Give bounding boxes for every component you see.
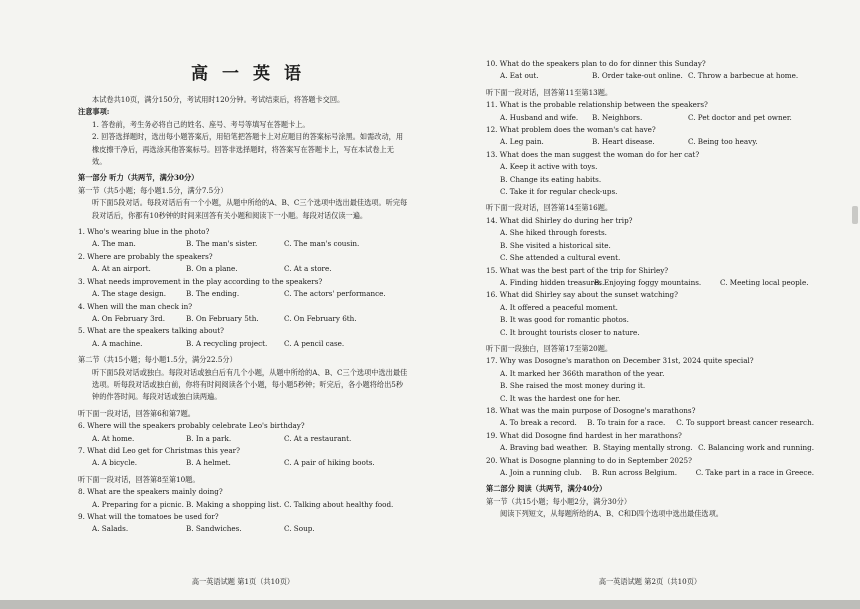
question-4: 4. When will the man check in? bbox=[78, 301, 193, 311]
option-a: A. Preparing for a picnic. bbox=[92, 499, 184, 509]
question-12-options bbox=[486, 136, 814, 148]
question-19-options bbox=[486, 442, 814, 454]
question-10: 10. What do the speakers plan to do for dinner this Sunday? bbox=[486, 59, 706, 68]
question-11-options bbox=[486, 112, 814, 124]
option-b: B. In a park. bbox=[186, 433, 232, 443]
option-a: A. At home. bbox=[92, 433, 135, 443]
page-1-footer: 高一英语试题 第1页（共10页） bbox=[191, 576, 295, 586]
question-19: 19. What did Dosogne find hardest in her marathons? bbox=[486, 430, 682, 440]
scan-edge bbox=[0, 600, 860, 609]
option-a: A. The stage design. bbox=[92, 289, 167, 299]
question-18-options bbox=[486, 417, 814, 429]
page-2 bbox=[486, 0, 814, 600]
dialogue-11-13-heading: 听下面一段对话，回答第11至第13题。 bbox=[486, 87, 613, 97]
option-a: A. Join a running club. bbox=[500, 468, 582, 477]
section-2-heading: 第二节（共15小题；每小题1.5分，满分22.5分） bbox=[78, 355, 237, 365]
option-a: A. She hiked through forests. bbox=[500, 228, 607, 238]
option-c: C. Throw a barbecue at home. bbox=[688, 71, 799, 81]
option-b: B. The ending. bbox=[186, 289, 240, 299]
option-b: B. It was good for romantic photos. bbox=[500, 315, 629, 325]
option-b: B. Change its eating habits. bbox=[500, 174, 602, 184]
option-c: C. A pencil case. bbox=[284, 338, 345, 348]
option-a: A. Salads. bbox=[92, 524, 129, 534]
question-20: 20. What is Dosogne planning to do in September 2025? bbox=[486, 455, 692, 465]
question-5: 5. What are the speakers talking about? bbox=[78, 326, 225, 336]
option-b: B. Order take-out online. bbox=[592, 71, 683, 81]
option-b: B. Neighbors. bbox=[592, 112, 643, 122]
option-b: B. Enjoying foggy mountains. bbox=[594, 277, 702, 287]
question-14: 14. What did Shirley do during her trip? bbox=[486, 215, 633, 225]
option-c: C. The actors' performance. bbox=[284, 289, 386, 299]
option-b: B. Sandwiches. bbox=[186, 524, 242, 534]
option-b: B. Heart disease. bbox=[592, 137, 655, 147]
option-a: A. To break a record. bbox=[500, 418, 577, 428]
option-b: B. A recycling project. bbox=[186, 338, 268, 348]
question-15-options bbox=[486, 277, 814, 289]
option-c: C. Pet doctor and pet owner. bbox=[688, 112, 792, 122]
option-a: A. A bicycle. bbox=[92, 458, 138, 468]
question-12: 12. What problem does the woman's cat have? bbox=[486, 125, 656, 135]
question-18: 18. What was the main purpose of Dosogne's marathons? bbox=[486, 405, 696, 415]
question-16: 16. What did Shirley say about the sunset watching? bbox=[486, 290, 678, 300]
option-b: B. Run across Belgium. bbox=[592, 468, 678, 477]
section-1-directions: 听下面5段对话。每段对话后有一个小题，从题中所给的A、B、C三个选项中选出最佳选项。听完每段对话后，你都有10秒钟的时间来回答有关小题和阅读下一小题。每段对话仅读一遍。 bbox=[92, 198, 408, 220]
option-c: C. Talking about healthy food. bbox=[284, 499, 394, 509]
option-c: C. Take part in a race in Greece. bbox=[695, 468, 814, 477]
page-1 bbox=[78, 0, 408, 600]
option-a: A. Husband and wife. bbox=[500, 112, 579, 122]
option-c: C. It was the hardest one for her. bbox=[500, 393, 621, 403]
question-2-options bbox=[78, 263, 408, 275]
option-a: A. Keep it active with toys. bbox=[500, 162, 598, 172]
question-2: 2. Where are probably the speakers? bbox=[78, 251, 213, 261]
reading-directions: 阅读下列短文，从每题所给的A、B、C和D四个选项中选出最佳选项。 bbox=[500, 509, 723, 519]
option-c: C. A pair of hiking boots. bbox=[284, 458, 375, 468]
scan-artifact bbox=[852, 206, 858, 224]
reading-section-1-heading: 第一节（共15小题；每小题2分，满分30分） bbox=[486, 496, 632, 506]
option-c: C. The man's cousin. bbox=[284, 239, 360, 249]
option-b: B. The man's sister. bbox=[186, 239, 258, 249]
option-a: A. Finding hidden treasures. bbox=[500, 277, 605, 287]
option-a: A. At an airport. bbox=[92, 264, 151, 274]
option-b: B. Making a shopping list. bbox=[186, 499, 282, 509]
question-17: 17. Why was Dosogne's marathon on December 31st, 2024 quite special? bbox=[486, 356, 754, 366]
option-c: C. At a store. bbox=[284, 264, 332, 274]
question-9: 9. What will the tomatoes be used for? bbox=[78, 512, 219, 521]
question-15: 15. What was the best part of the trip for Shirley? bbox=[486, 265, 669, 275]
option-b: B. She raised the most money during it. bbox=[500, 381, 646, 391]
option-c: C. On February 6th. bbox=[284, 313, 357, 323]
option-c: C. At a restaurant. bbox=[284, 433, 352, 443]
option-c: C. Meeting local people. bbox=[720, 277, 809, 287]
part-1-heading: 第一部分 听力（共两节，满分30分） bbox=[78, 173, 199, 183]
question-11: 11. What is the probable relationship between the speakers? bbox=[486, 100, 708, 110]
question-1: 1. Who's wearing blue in the photo? bbox=[78, 227, 210, 237]
question-3-options bbox=[78, 288, 408, 300]
question-8-options bbox=[78, 499, 408, 511]
dialogue-6-7-heading: 听下面一段对话，回答第6和第7题。 bbox=[78, 408, 195, 418]
option-c: C. Take it for regular check-ups. bbox=[500, 187, 618, 197]
question-9-options bbox=[78, 523, 408, 535]
notice-2: 2. 回答选择题时，选出每小题答案后，用铅笔把答题卡上对应题目的答案标号涂黑。如需改动，用橡皮擦干净后，再选涂其他答案标号。回答非选择题时，将答案写在答题卡上，写在本试卷上无效。 bbox=[92, 132, 404, 167]
notice-heading: 注意事项: bbox=[78, 107, 110, 117]
question-7-options bbox=[78, 457, 408, 469]
option-c: C. Balancing work and running. bbox=[698, 443, 814, 453]
option-c: C. It brought tourists closer to nature. bbox=[500, 327, 640, 337]
option-c: C. She attended a cultural event. bbox=[500, 253, 621, 263]
page-2-footer: 高一英语试题 第2页（共10页） bbox=[598, 576, 702, 586]
option-a: A. It marked her 366th marathon of the year. bbox=[500, 368, 665, 378]
question-20-options bbox=[486, 467, 814, 479]
option-a: A. On February 3rd. bbox=[92, 313, 166, 323]
question-6: 6. Where will the speakers probably celebrate Leo's birthday? bbox=[78, 421, 305, 431]
option-b: B. To train for a race. bbox=[587, 418, 666, 428]
question-8: 8. What are the speakers mainly doing? bbox=[78, 487, 223, 497]
option-b: B. On February 5th. bbox=[186, 313, 259, 323]
exam-info: 本试卷共10页，满分150分，考试用时120分钟。考试结束后，将答题卡交回。 bbox=[92, 95, 345, 104]
question-4-options bbox=[78, 313, 408, 325]
monologue-17-20-heading: 听下面一段独白，回答第17至第20题。 bbox=[486, 343, 613, 353]
question-7: 7. What did Leo get for Christmas this year? bbox=[78, 445, 240, 455]
option-a: A. Leg pain. bbox=[500, 137, 544, 147]
question-10-options bbox=[486, 70, 814, 82]
option-a: A. The man. bbox=[92, 239, 136, 249]
option-b: B. She visited a historical site. bbox=[500, 240, 611, 250]
option-b: B. On a plane. bbox=[186, 264, 238, 274]
option-c: C. To support breast cancer research. bbox=[676, 418, 814, 428]
option-a: A. Eat out. bbox=[500, 71, 539, 81]
question-6-options bbox=[78, 433, 408, 445]
question-1-options bbox=[78, 238, 408, 250]
section-1-heading: 第一节（共5小题；每小题1.5分，满分7.5分） bbox=[78, 185, 228, 195]
section-2-directions: 听下面5段对话或独白。每段对话或独白后有几个小题，从题中所给的A、B、C三个选项中选出最佳选项。听每段对话或独白前，你将有时间阅读各个小题，每小题5秒钟；听完后，各小题将给出5秒钟的作答时间。每段对话或独白读两遍。 bbox=[92, 367, 408, 402]
dialogue-8-10-heading: 听下面一段对话，回答第8至第10题。 bbox=[78, 474, 200, 484]
notice-1: 1. 答卷前，考生务必将自己的姓名、座号、考号等填写在答题卡上。 bbox=[92, 119, 310, 129]
option-a: A. Braving bad weather. bbox=[500, 443, 588, 453]
option-b: B. A helmet. bbox=[186, 458, 231, 468]
option-c: C. Being too heavy. bbox=[688, 137, 758, 147]
option-b: B. Staying mentally strong. bbox=[593, 443, 693, 453]
question-5-options bbox=[78, 338, 408, 350]
question-13: 13. What does the man suggest the woman do for her cat? bbox=[486, 149, 700, 159]
part-2-heading: 第二部分 阅读（共两节，满分40分） bbox=[486, 484, 607, 494]
option-a: A. It offered a peaceful moment. bbox=[500, 302, 618, 312]
option-c: C. Soup. bbox=[284, 524, 315, 534]
option-a: A. A machine. bbox=[92, 338, 143, 348]
exam-title: 高一英语 bbox=[191, 64, 315, 84]
question-3: 3. What needs improvement in the play according to the speakers? bbox=[78, 276, 323, 286]
dialogue-14-16-heading: 听下面一段对话，回答第14至第16题。 bbox=[486, 203, 613, 213]
